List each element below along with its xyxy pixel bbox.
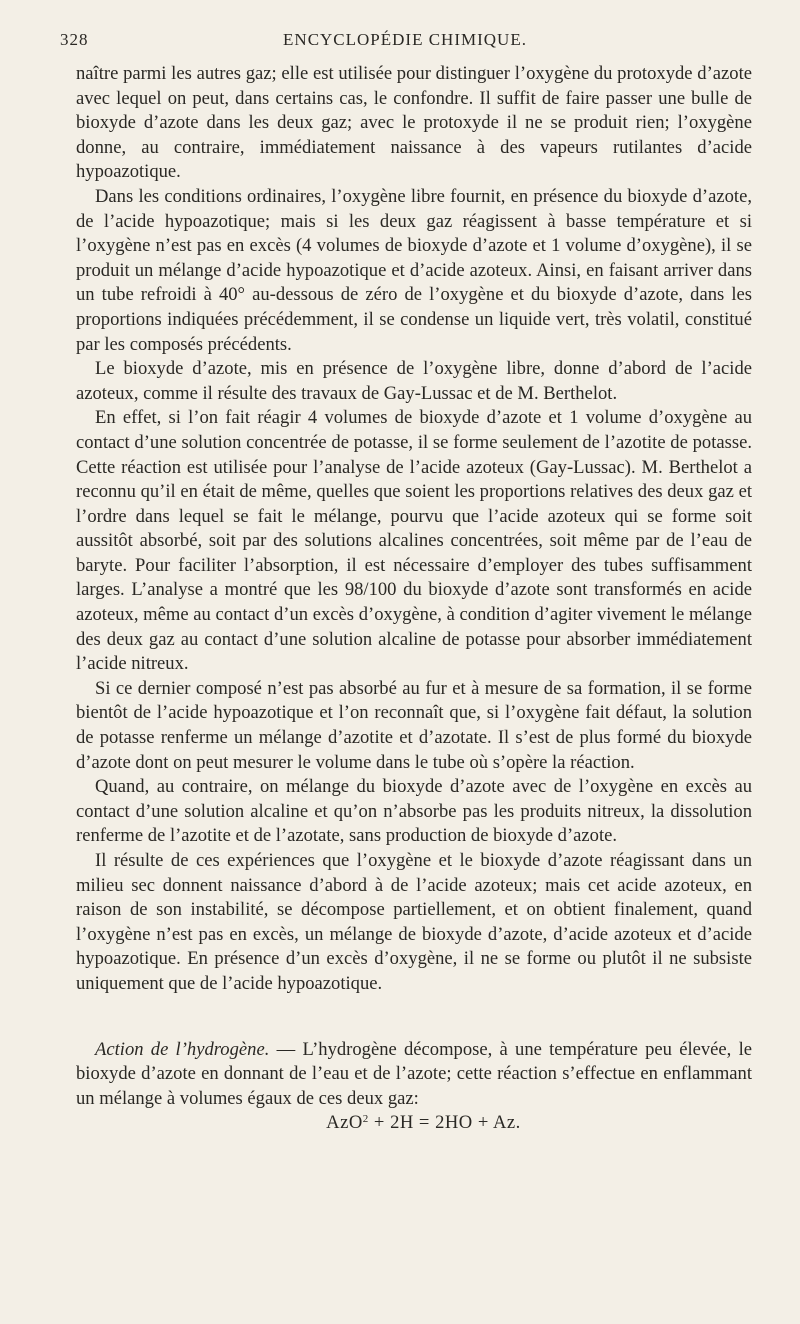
paragraph: Dans les conditions ordinaires, l’oxygène libre fournit, en présence du bioxyde d’azote, de l’acide hypoazotique; mais si les deux gaz réagissent à basse température et si l’oxygène n’est pas en excès (4 volumes de bioxyde d’azote et 1 volume d’oxygène), il se produit un mélange d’acide hypoazotique et d’acide azoteux. Ainsi, en faisant arriver dans un tube refroidi à 40° au-dessous de zéro de l’oxygène et du bioxyde d’azote, dans les proportions indiquées précédemment, il se condense un liquide vert, très volatil, constitué par les composés précédents. [76, 185, 752, 355]
page-body [76, 62, 752, 1136]
page-header [60, 30, 750, 56]
paragraph: Si ce dernier composé n’est pas absorbé au fur et à mesure de sa formation, il se forme bientôt de l’acide hypoazotique et l’on reconnaît que, si l’oxygène fait défaut, la solution de potasse renferme un mélange d’azotite et d’azotate. Il s’est de plus formé du bioxyde d’azote dont on peut mesurer le volume dans le tube où s’opère la réaction. [76, 677, 752, 773]
equation-rest: + 2H = 2HO + Az. [368, 1112, 521, 1134]
section-text: L’hydrogène décompose, à une température peu élevée, le bioxyde d’azote en donnant de l’eau et de l’azote; cette réaction s’effectue en enflammant un mélange à volumes égaux de ces deux gaz: [76, 1038, 752, 1109]
running-title: ENCYCLOPÉDIE CHIMIQUE. [283, 30, 527, 49]
paragraph: En effet, si l’on fait réagir 4 volumes de bioxyde d’azote et 1 volume d’oxygène au contact d’une solution concentrée de potasse, il se forme seulement de l’azotite de potasse. Cette réaction est utilisée pour l’analyse de l’acide azoteux (Gay-Lussac). M. Berthelot a reconnu qu’il en était de même, quelles que soient les proportions relatives des deux gaz et l’ordre dans lequel se fait le mélange, pourvu que l’acide azoteux qui se forme soit aussitôt absorbé, soit par des solutions alcalines concentrées, soit même par de l’eau de baryte. Pour faciliter l’absorption, il est nécessaire d’employer des tubes suffisamment larges. L’analyse a montré que les 98/100 du bioxyde d’azote sont transformés en acide azoteux, même au contact d’un excès d’oxygène, à condition d’agiter vivement le mélange des deux gaz au contact d’une solution alcaline de potasse pour absorber immédiatement l’acide nitreux. [76, 407, 752, 675]
section-dash: — [269, 1038, 303, 1060]
paragraph: naître parmi les autres gaz; elle est utilisée pour distinguer l’oxygène du protoxyde d’azote avec lequel on peut, dans certains cas, le confondre. Il suffit de faire passer une bulle de bioxyde d’azote dans les deux gaz; avec le protoxyde il ne se produit rien; l’oxygène donne, au contraire, immédiatement naissance à des vapeurs rutilantes d’acide hypoazotique. [76, 63, 752, 183]
paragraph: Il résulte de ces expériences que l’oxygène et le bioxyde d’azote réagissant dans un milieu sec donnent naissance d’abord à de l’acide azoteux; mais cet acide azoteux, en raison de son instabilité, se décompose partiellement, et on obtient finalement, quand l’oxygène n’est pas en excès, un mélange de bioxyde d’azote, d’acide azoteux et d’acide hypoazotique. En présence d’un excès d’oxygène, il ne se forme ou plutôt il ne subsiste uniquement que de l’acide hypoazotique. [76, 850, 752, 994]
chemical-equation [76, 1111, 752, 1136]
paragraph: Le bioxyde d’azote, mis en présence de l’oxygène libre, donne d’abord de l’acide azoteux, comme il résulte des travaux de Gay-Lussac et de M. Berthelot. [76, 358, 752, 404]
equation-lhs: AzO [326, 1112, 363, 1134]
page-number: 328 [60, 30, 89, 49]
section-paragraph [76, 1038, 752, 1112]
equation-superscript: 2 [362, 1113, 369, 1126]
paragraph: Quand, au contraire, on mélange du bioxyde d’azote avec de l’oxygène en excès au contact d’une solution alcaline et qu’on n’absorbe pas les produits nitreux, la dissolution renferme de l’azotite et de l’azotate, sans production de bioxyde d’azote. [76, 776, 752, 847]
section-title: Action de l’hydrogène. [95, 1038, 270, 1060]
